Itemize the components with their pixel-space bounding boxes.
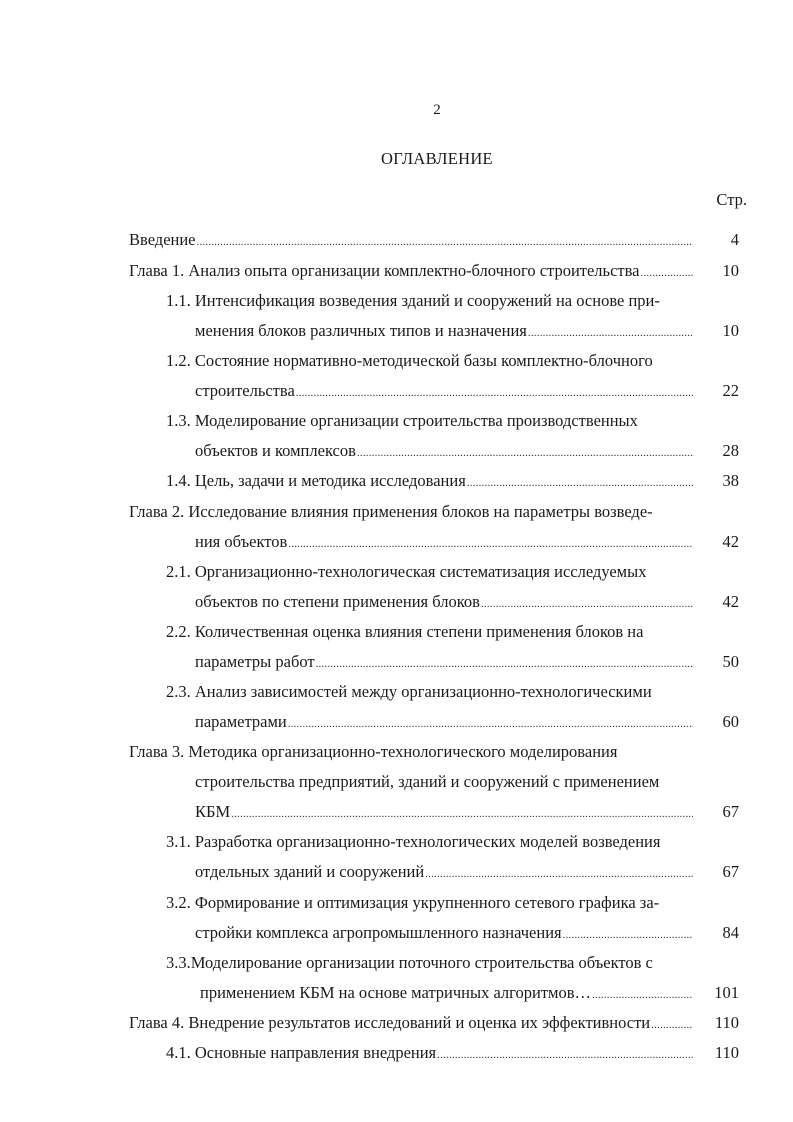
toc-entry-page: 38: [722, 471, 739, 490]
toc-entry-text: 3.3.Моделирование организации поточного строительства объектов с: [166, 953, 653, 972]
toc-entry-chapter-2-cont[interactable]: [195, 532, 693, 552]
toc-entry-text: применением КБМ на основе матричных алгоритмов…: [200, 983, 592, 1002]
leader-dots: [437, 1045, 693, 1065]
toc-entry-text: строительства: [195, 381, 295, 400]
toc-entry-3-3-cont[interactable]: [200, 983, 693, 1003]
toc-entry-text: 3.2. Формирование и оптимизация укрупненного сетевого графика за-: [166, 893, 660, 912]
toc-entry-4-1[interactable]: [166, 1043, 693, 1063]
leader-dots: [651, 1015, 693, 1035]
toc-entry-3-1-cont[interactable]: [195, 862, 693, 882]
toc-entry-text: ния объектов: [195, 532, 288, 551]
toc-entry-page: 67: [722, 802, 739, 821]
page-column-label: Стр.: [716, 190, 747, 209]
toc-entry-text: Глава 2. Исследование влияния применения блоков на параметры возведе-: [129, 502, 653, 521]
toc-entry-text: 1.4. Цель, задачи и методика исследования: [166, 471, 466, 490]
toc-entry-2-1-cont[interactable]: [195, 592, 693, 612]
toc-entry-3-2-cont[interactable]: [195, 923, 693, 943]
toc-entry-page: 42: [722, 592, 739, 611]
toc-entry-text: Глава 1. Анализ опыта организации комплектно-блочного строительства: [129, 261, 640, 280]
toc-entry-3-3[interactable]: [166, 953, 693, 973]
toc-entry-chapter-3-cont[interactable]: [195, 772, 693, 792]
toc-entry-2-3-cont[interactable]: [195, 712, 693, 732]
leader-dots: [197, 232, 693, 252]
toc-entry-page: 10: [722, 321, 739, 340]
leader-dots: [563, 925, 693, 945]
toc-entry-text: параметрами: [195, 712, 287, 731]
toc-entry-text: стройки комплекса агропромышленного назначения: [195, 923, 562, 942]
toc-entry-text: строительства предприятий, зданий и сооружений с применением: [195, 772, 660, 791]
leader-dots: [425, 864, 693, 884]
toc-entry-page: 67: [722, 862, 739, 881]
toc-entry-text: Глава 3. Методика организационно-технологического моделирования: [129, 742, 618, 761]
leader-dots: [528, 323, 693, 343]
toc-entry-3-2[interactable]: [166, 893, 693, 913]
leader-dots: [357, 443, 693, 463]
leader-dots: [296, 383, 693, 403]
leader-dots: [467, 473, 693, 493]
toc-entry-text: 4.1. Основные направления внедрения: [166, 1043, 437, 1062]
page-title: ОГЛАВЛЕНИЕ: [381, 149, 493, 168]
toc-entry-text: 2.2. Количественная оценка влияния степени применения блоков на: [166, 622, 644, 641]
leader-dots: [481, 594, 693, 614]
toc-entry-chapter-3-cont2[interactable]: [195, 802, 693, 822]
toc-entry-page: 60: [722, 712, 739, 731]
leader-dots: [231, 804, 693, 824]
toc-entry-page: 84: [722, 923, 739, 942]
toc-entry-text: 1.2. Состояние нормативно-методической базы комплектно-блочного: [166, 351, 653, 370]
toc-entry-text: объектов и комплексов: [195, 441, 356, 460]
toc-entry-text: объектов по степени применения блоков: [195, 592, 480, 611]
toc-entry-3-1[interactable]: [166, 832, 693, 852]
toc-entry-1-4[interactable]: [166, 471, 693, 491]
leader-dots: [641, 263, 693, 283]
toc-entry-text: менения блоков различных типов и назначения: [195, 321, 527, 340]
toc-entry-1-2-cont[interactable]: [195, 381, 693, 401]
toc-entry-2-3[interactable]: [166, 682, 693, 702]
toc-entry-2-1[interactable]: [166, 562, 693, 582]
toc-entry-1-1[interactable]: [166, 291, 693, 311]
toc-entry-text: 2.3. Анализ зависимостей между организационно-технологическими: [166, 682, 652, 701]
leader-dots: [288, 534, 693, 554]
page-number: 2: [433, 102, 441, 118]
toc-entry-page: 42: [722, 532, 739, 551]
toc-entry-text: Глава 4. Внедрение результатов исследований и оценка их эффективности: [129, 1013, 651, 1032]
toc-entry-page: 110: [714, 1013, 739, 1032]
toc-entry-text: 1.1. Интенсификация возведения зданий и сооружений на основе при-: [166, 291, 660, 310]
toc-entry-text: КБМ: [195, 802, 231, 821]
toc-entry-page: 4: [730, 230, 739, 249]
toc-entry-chapter-1[interactable]: [129, 261, 693, 281]
toc-entry-page: 28: [722, 441, 739, 460]
leader-dots: [592, 985, 693, 1005]
toc-entry-chapter-4[interactable]: [129, 1013, 693, 1033]
toc-entry-page: 50: [722, 652, 739, 671]
toc-entry-chapter-3[interactable]: [129, 742, 693, 762]
toc-entry-1-3-cont[interactable]: [195, 441, 693, 461]
toc-entry-text: 2.1. Организационно-технологическая систематизация исследуемых: [166, 562, 647, 581]
toc-entry-2-2-cont[interactable]: [195, 652, 693, 672]
toc-entry-text: отдельных зданий и сооружений: [195, 862, 425, 881]
toc-entry-1-3[interactable]: [166, 411, 693, 431]
toc-entry-page: 110: [714, 1043, 739, 1062]
toc-entry-text: параметры работ: [195, 652, 315, 671]
toc-entry-page: 101: [714, 983, 739, 1002]
toc-entry-page: 10: [722, 261, 739, 280]
leader-dots: [316, 654, 693, 674]
toc-entry-text: Введение: [129, 230, 196, 249]
toc-entry-chapter-2[interactable]: [129, 502, 693, 522]
toc-entry-text: 1.3. Моделирование организации строительства производственных: [166, 411, 638, 430]
toc-entry-text: 3.1. Разработка организационно-технологических моделей возведения: [166, 832, 661, 851]
toc-entry-1-2[interactable]: [166, 351, 693, 371]
leader-dots: [288, 714, 693, 734]
toc-entry-1-1-cont[interactable]: [195, 321, 693, 341]
toc-entry-2-2[interactable]: [166, 622, 693, 642]
toc-entry-page: 22: [722, 381, 739, 400]
toc-entry-introduction[interactable]: [129, 230, 693, 250]
